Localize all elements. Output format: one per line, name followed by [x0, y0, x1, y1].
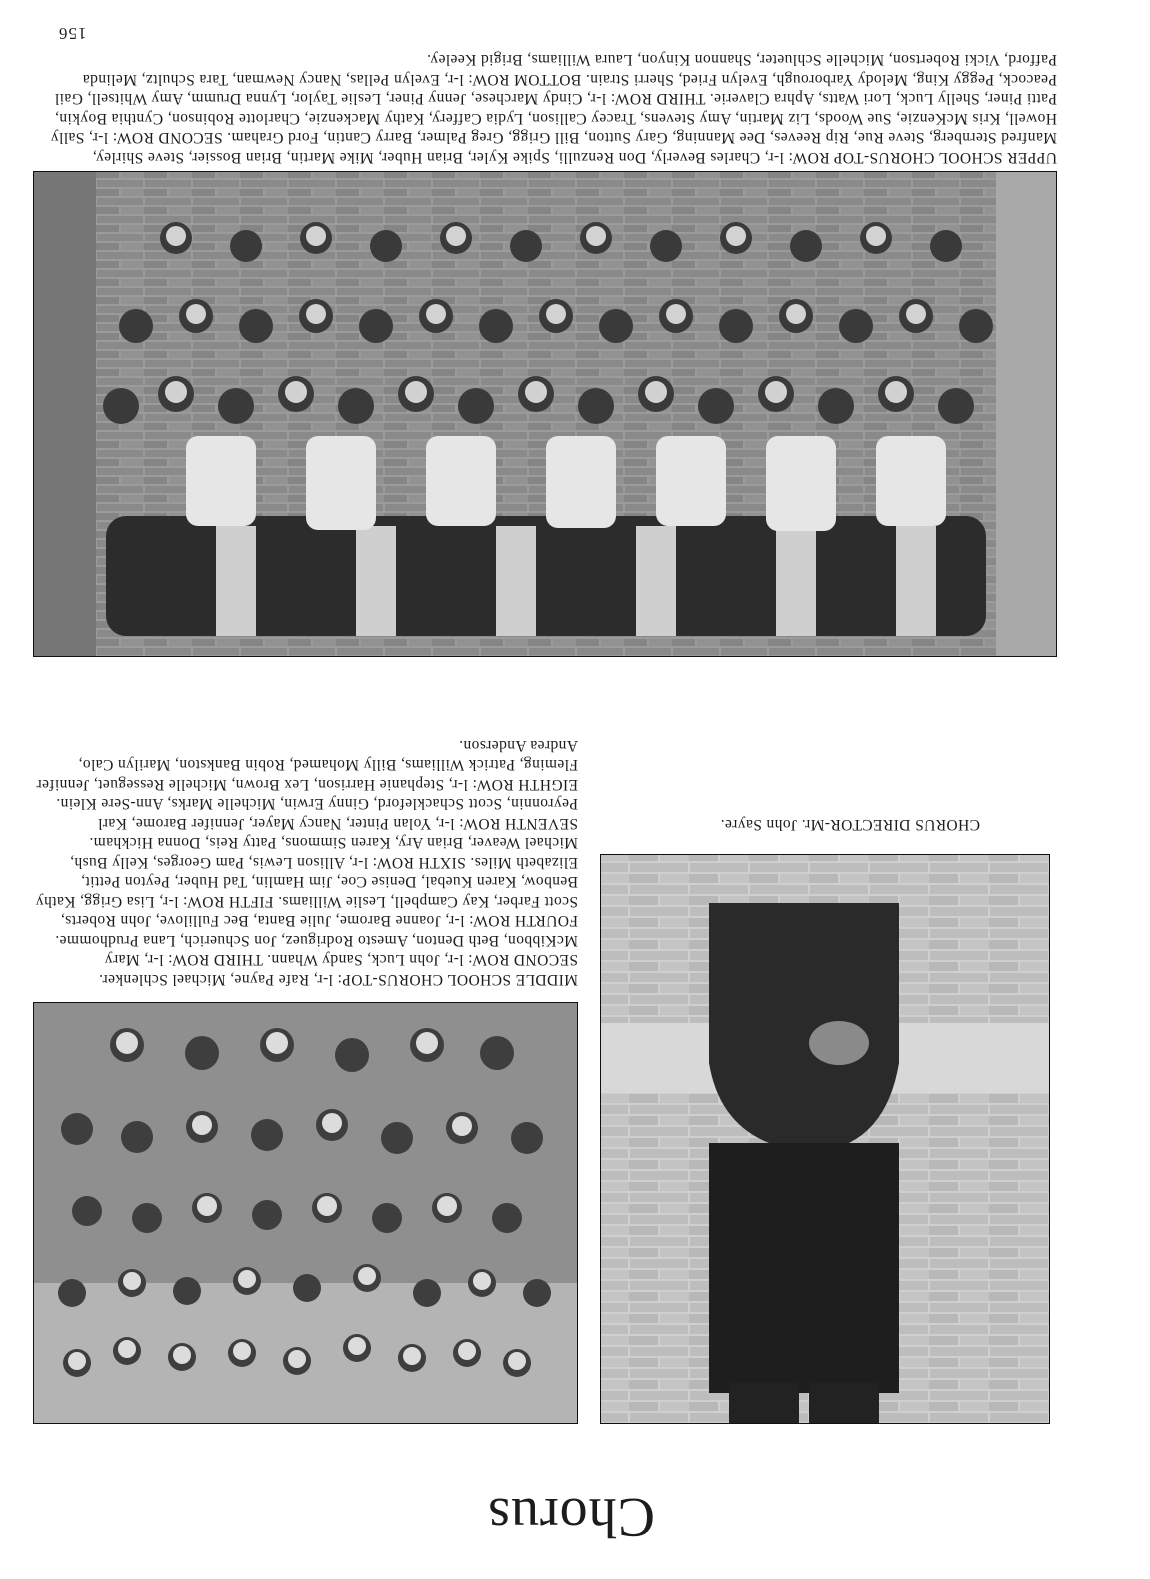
page-number: 156: [58, 24, 87, 43]
upper-school-chorus-image: [34, 172, 1056, 656]
page-title: Chorus: [487, 1486, 655, 1548]
middle-school-chorus-photo: [33, 1002, 578, 1424]
middle-school-chorus-image: [34, 1003, 577, 1423]
upper-school-chorus-caption: UPPER SCHOOL CHORUS-TOP ROW: l-r, Charles Beverly, Don Renzulli, Spike Kyler, Brian Huber, Mike Martin, Brian Bossier, Steve Shirley, Manfred Sternberg, Steve Rue, Rip Reeves, Dee Manning, Gary Sutton, Bill Grigg, Greg Palmer, Barry Cantin, Ford Graham. SECOND ROW: l-r, Sally Howell, Kris McKenzie, Sue Woods, Liz Martin, Amy Stevens, Tracey Callison, Lydia Caffery, Kathy Mackenzie, Charlotte Robinson, Cynthia Boykin, Patti Piner, Shelly Luck, Lori Watts, Aphra Claverie. THIRD ROW: l-r, Cindy Marchese, Jenny Piner, Leslie Taylor, Lynna Drumm, Amy Whitsell, Gail Peacock, Peggy King, Melody Yarborough, Evelyn Fried, Sherri Strain. BOTTOM ROW: l-r, Evelyn Pellas, Nancy Newman, Tara Schultz, Melinda Pafford, Vicki Robertson, Michelle Schlueter, Shannon Kinyon, Laura Williams, Brigid Keeley.: [50, 51, 1057, 166]
director-photo-image: [601, 855, 1049, 1423]
director-photo: [600, 854, 1050, 1424]
middle-school-chorus-caption: MIDDLE SCHOOL CHORUS-TOP: l-r, Rafe Payne, Michael Schlenker. SECOND ROW: l-r, John Luck, Sandy Whann. THIRD ROW: l-r, Mary McKibbon, Beth Denton, Amesto Rodriguez, Jon Schuerich, Lana Prudhomme. FOURTH ROW: l-r, Joanne Barome, Julie Banta, Bec Fullilove, John Roberts, Scott Farber, Kay Campbell, Leslie Williams. FIFTH ROW: l-r, Lisa Grigg, Kathy Benbow, Karen Kuebal, Denise Coe, Jim Hamlin, Tad Huber, Peyton Pettit, Elizabeth Miles. SIXTH ROW: l-r, Allison Lewis, Pam Georges, Kelly Bush, Michael Weaver, Brian Ary, Karen Simmons, Patty Reis, Donna Hickham. SEVENTH ROW: l-r, Yolan Pinter, Nancy Mayer, Jennifer Barome, Karl Peyronnin, Scott Schackleford, Ginny Erwin, Michelle Marks, Ann-Sere Klein. EIGHTH ROW: l-r, Stephanie Harrison, Lex Brown, Michelle Resseguet, Jennifer Fleming, Patrick Williams, Billy Mohamed, Robin Bankston, Marilyn Calo, Andrea Anderson.: [35, 737, 578, 988]
upper-school-chorus-photo: [33, 171, 1057, 657]
director-caption: CHORUS DIRECTOR-Mr. John Sayre.: [720, 816, 980, 833]
